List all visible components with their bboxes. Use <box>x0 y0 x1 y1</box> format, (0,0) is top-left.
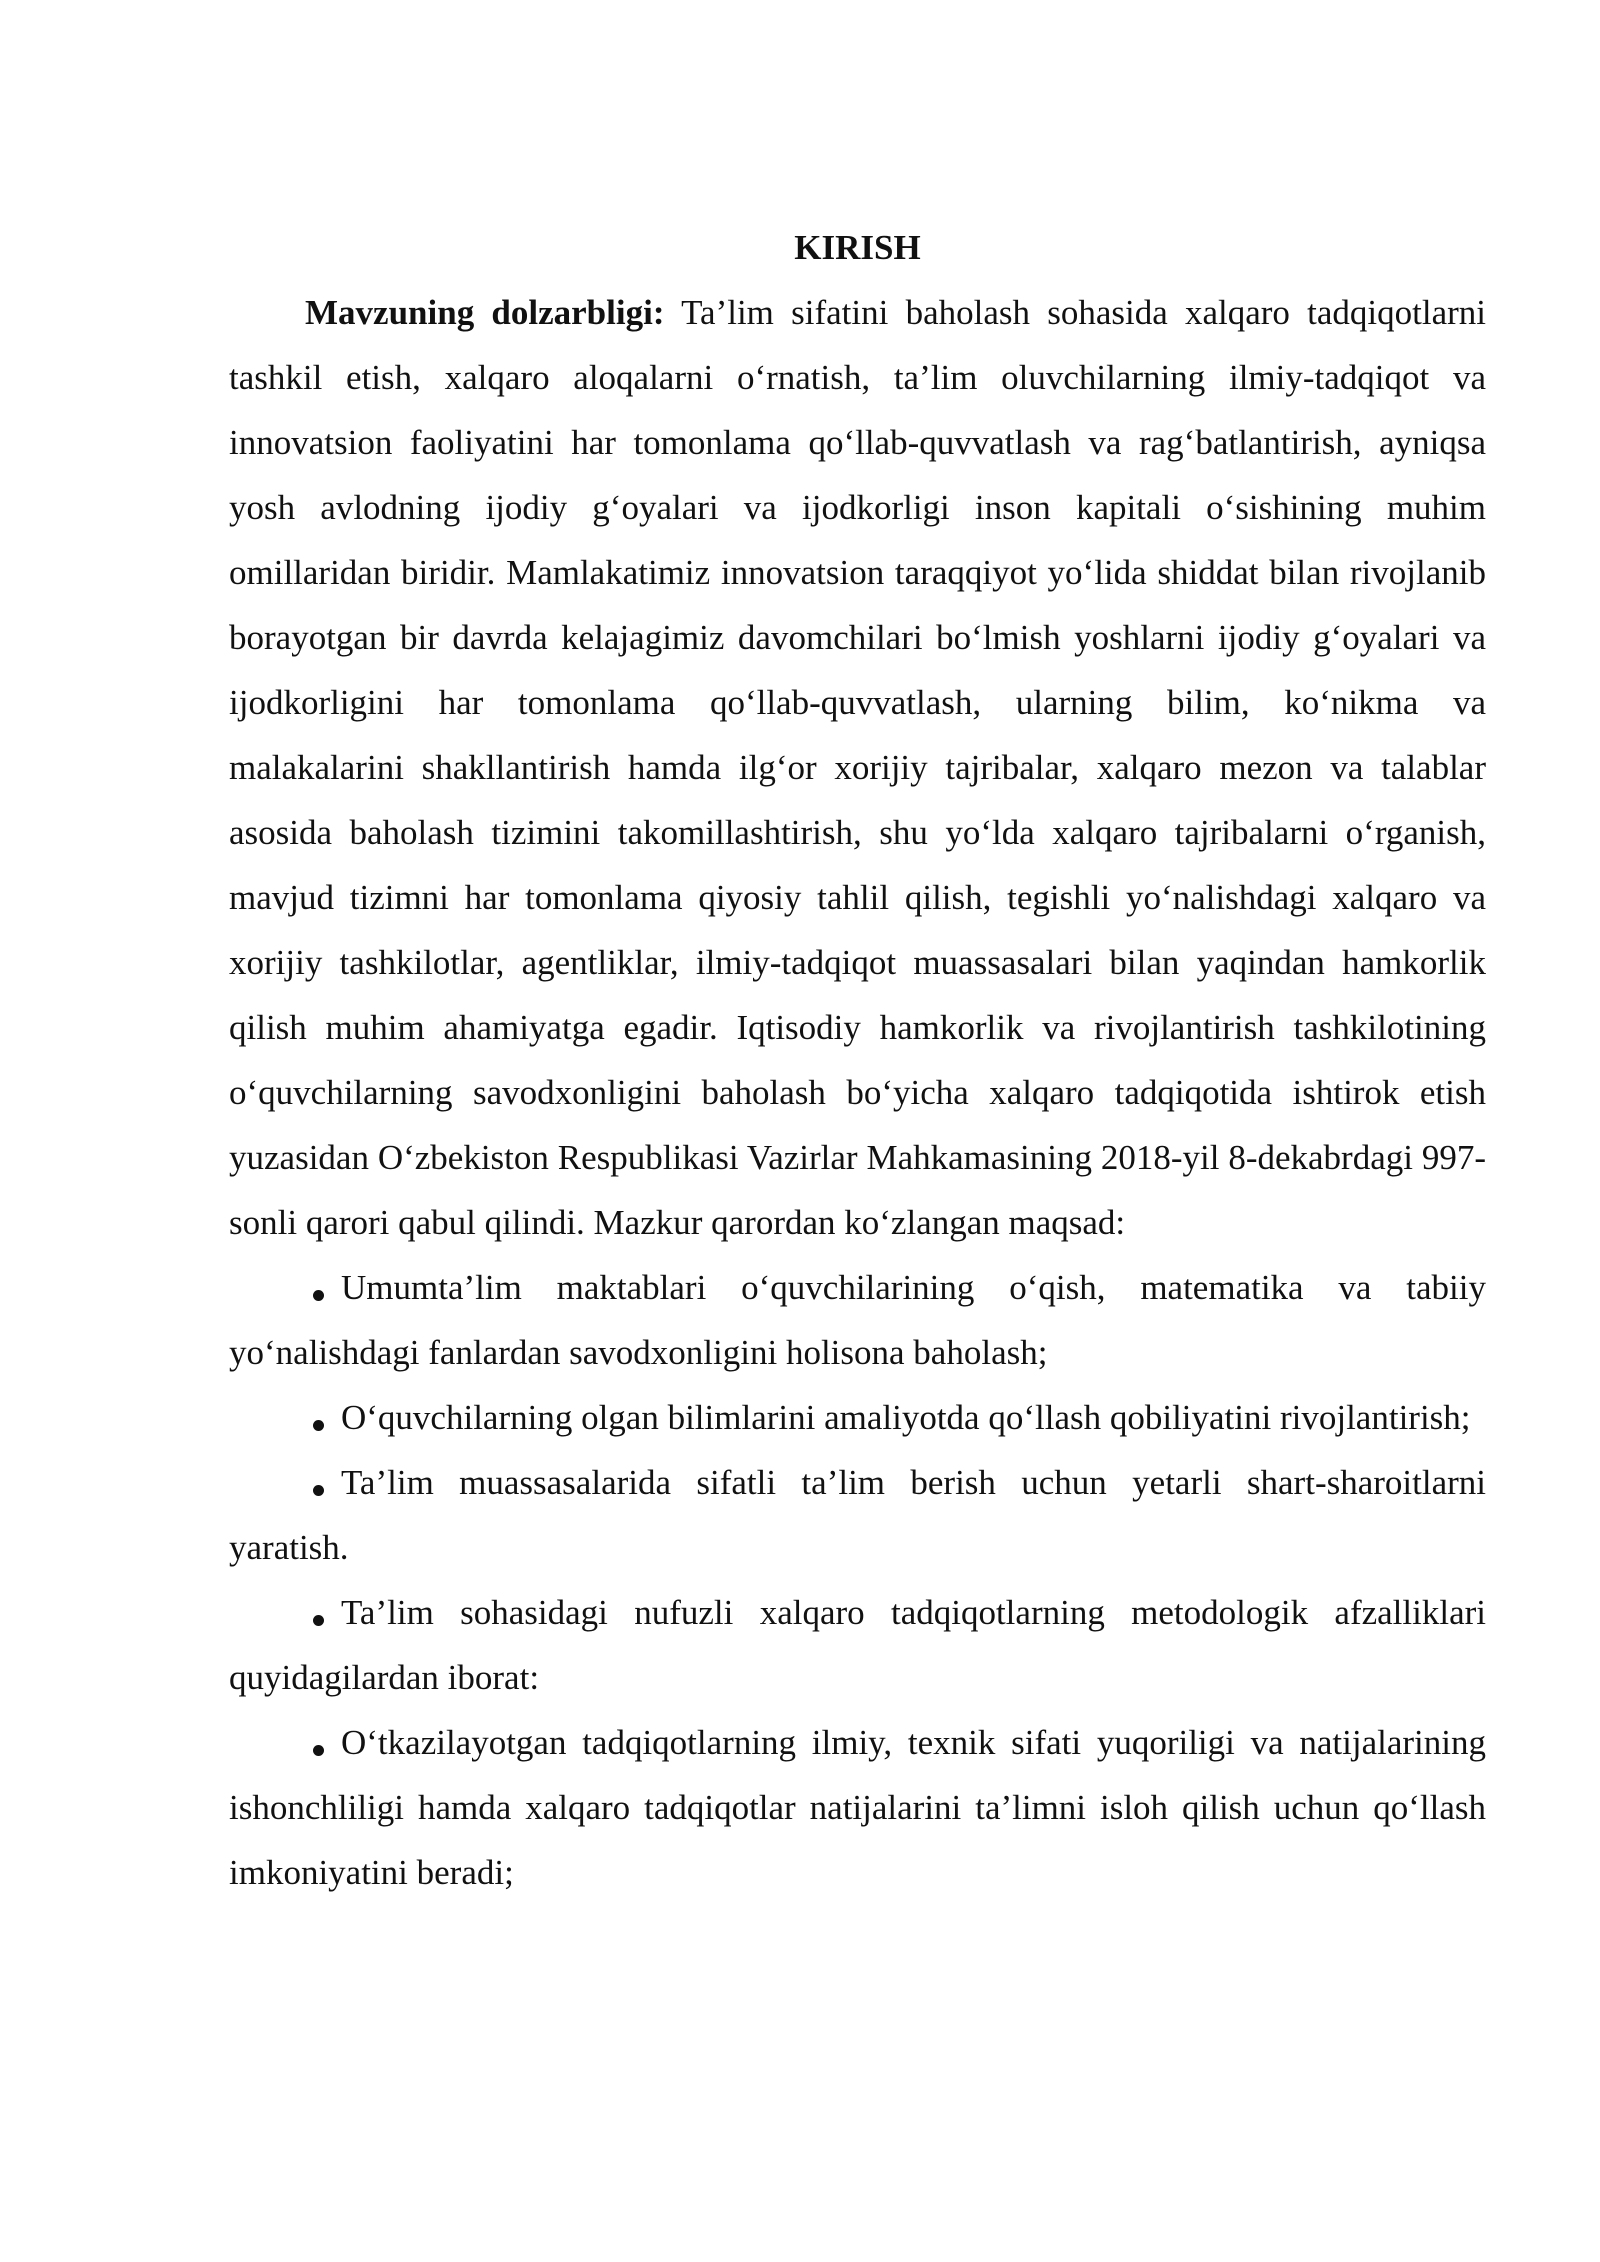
list-item-text: O‘tkazilayotgan tadqiqotlarning ilmiy, texnik sifati yuqoriligi va natijalarining ishonchliligi hamda xalqaro tadqiqotlar natijalarini ta’limni isloh qilish uchun qo‘llash imkoniyatini beradi; <box>229 1723 1486 1892</box>
bullet-list <box>229 1255 1486 1905</box>
list-item <box>229 1580 1486 1710</box>
page-title: KIRISH <box>794 228 921 267</box>
list-item-text: Umumta’lim maktablari o‘quvchilarining o‘qish, matematika va tabiiy yo‘nalishdagi fanlardan savodxonligini holisona baholash; <box>229 1268 1486 1372</box>
list-item-text: O‘quvchilarning olgan bilimlarini amaliyotda qo‘llash qobiliyatini rivojlantirish; <box>341 1398 1471 1437</box>
list-item <box>229 1450 1486 1580</box>
intro-lead: Mavzuning dolzarbligi: <box>305 293 665 332</box>
list-item-text: Ta’lim muassasalarida sifatli ta’lim berish uchun yetarli shart-sharoitlarni yaratish. <box>229 1463 1486 1567</box>
list-item-text: Ta’lim sohasidagi nufuzli xalqaro tadqiqotlarning metodologik afzalliklari quyidagilardan iborat: <box>229 1593 1486 1697</box>
intro-text: Ta’lim sifatini baholash sohasida xalqaro tadqiqotlarni tashkil etish, xalqaro aloqalarni o‘rnatish, ta’lim oluvchilarning ilmiy-tadqiqot va innovatsion faoliyatini har tomonlama qo‘llab-quvvatlash va rag‘batlantirish, ayniqsa yosh avlodning ijodiy g‘oyalari va ijodkorligi inson kapitali o‘sishining muhim omillaridan biridir. Mamlakatimiz innovatsion taraqqiyot yo‘lida shiddat bilan rivojlanib borayotgan bir davrda kelajagimiz davomchilari bo‘lmish yoshlarni ijodiy g‘oyalari va ijodkorligini har tomonlama qo‘llab-quvvatlash, ularning bilim, ko‘nikma va malakalarini shakllantirish hamda ilg‘or xorijiy tajribalar, xalqaro mezon va talablar asosida baholash tizimini takomillashtirish, shu yo‘lda xalqaro tajribalarni o‘rganish, mavjud tizimni har tomonlama qiyosiy tahlil qilish, tegishli yo‘nalishdagi xalqaro va xorijiy tashkilotlar, agentliklar, ilmiy-tadqiqot muassasalari bilan yaqindan hamkorlik qilish muhim ahamiyatga egadir. Iqtisodiy hamkorlik va rivojlantirish tashkilotining o‘quvchilarning savodxonligini baholash bo‘yicha xalqaro tadqiqotida ishtirok etish yuzasidan O‘zbekiston Respublikasi Vazirlar Mahkamasining 2018-yil 8-dekabrdagi 997-sonli qarori qabul qilindi. Mazkur qarordan ko‘zlangan maqsad: <box>229 293 1487 1242</box>
document-body <box>229 215 1486 1905</box>
list-item <box>229 1710 1486 1905</box>
list-item <box>229 1385 1486 1450</box>
list-item <box>229 1255 1486 1385</box>
intro-paragraph <box>229 280 1486 1255</box>
